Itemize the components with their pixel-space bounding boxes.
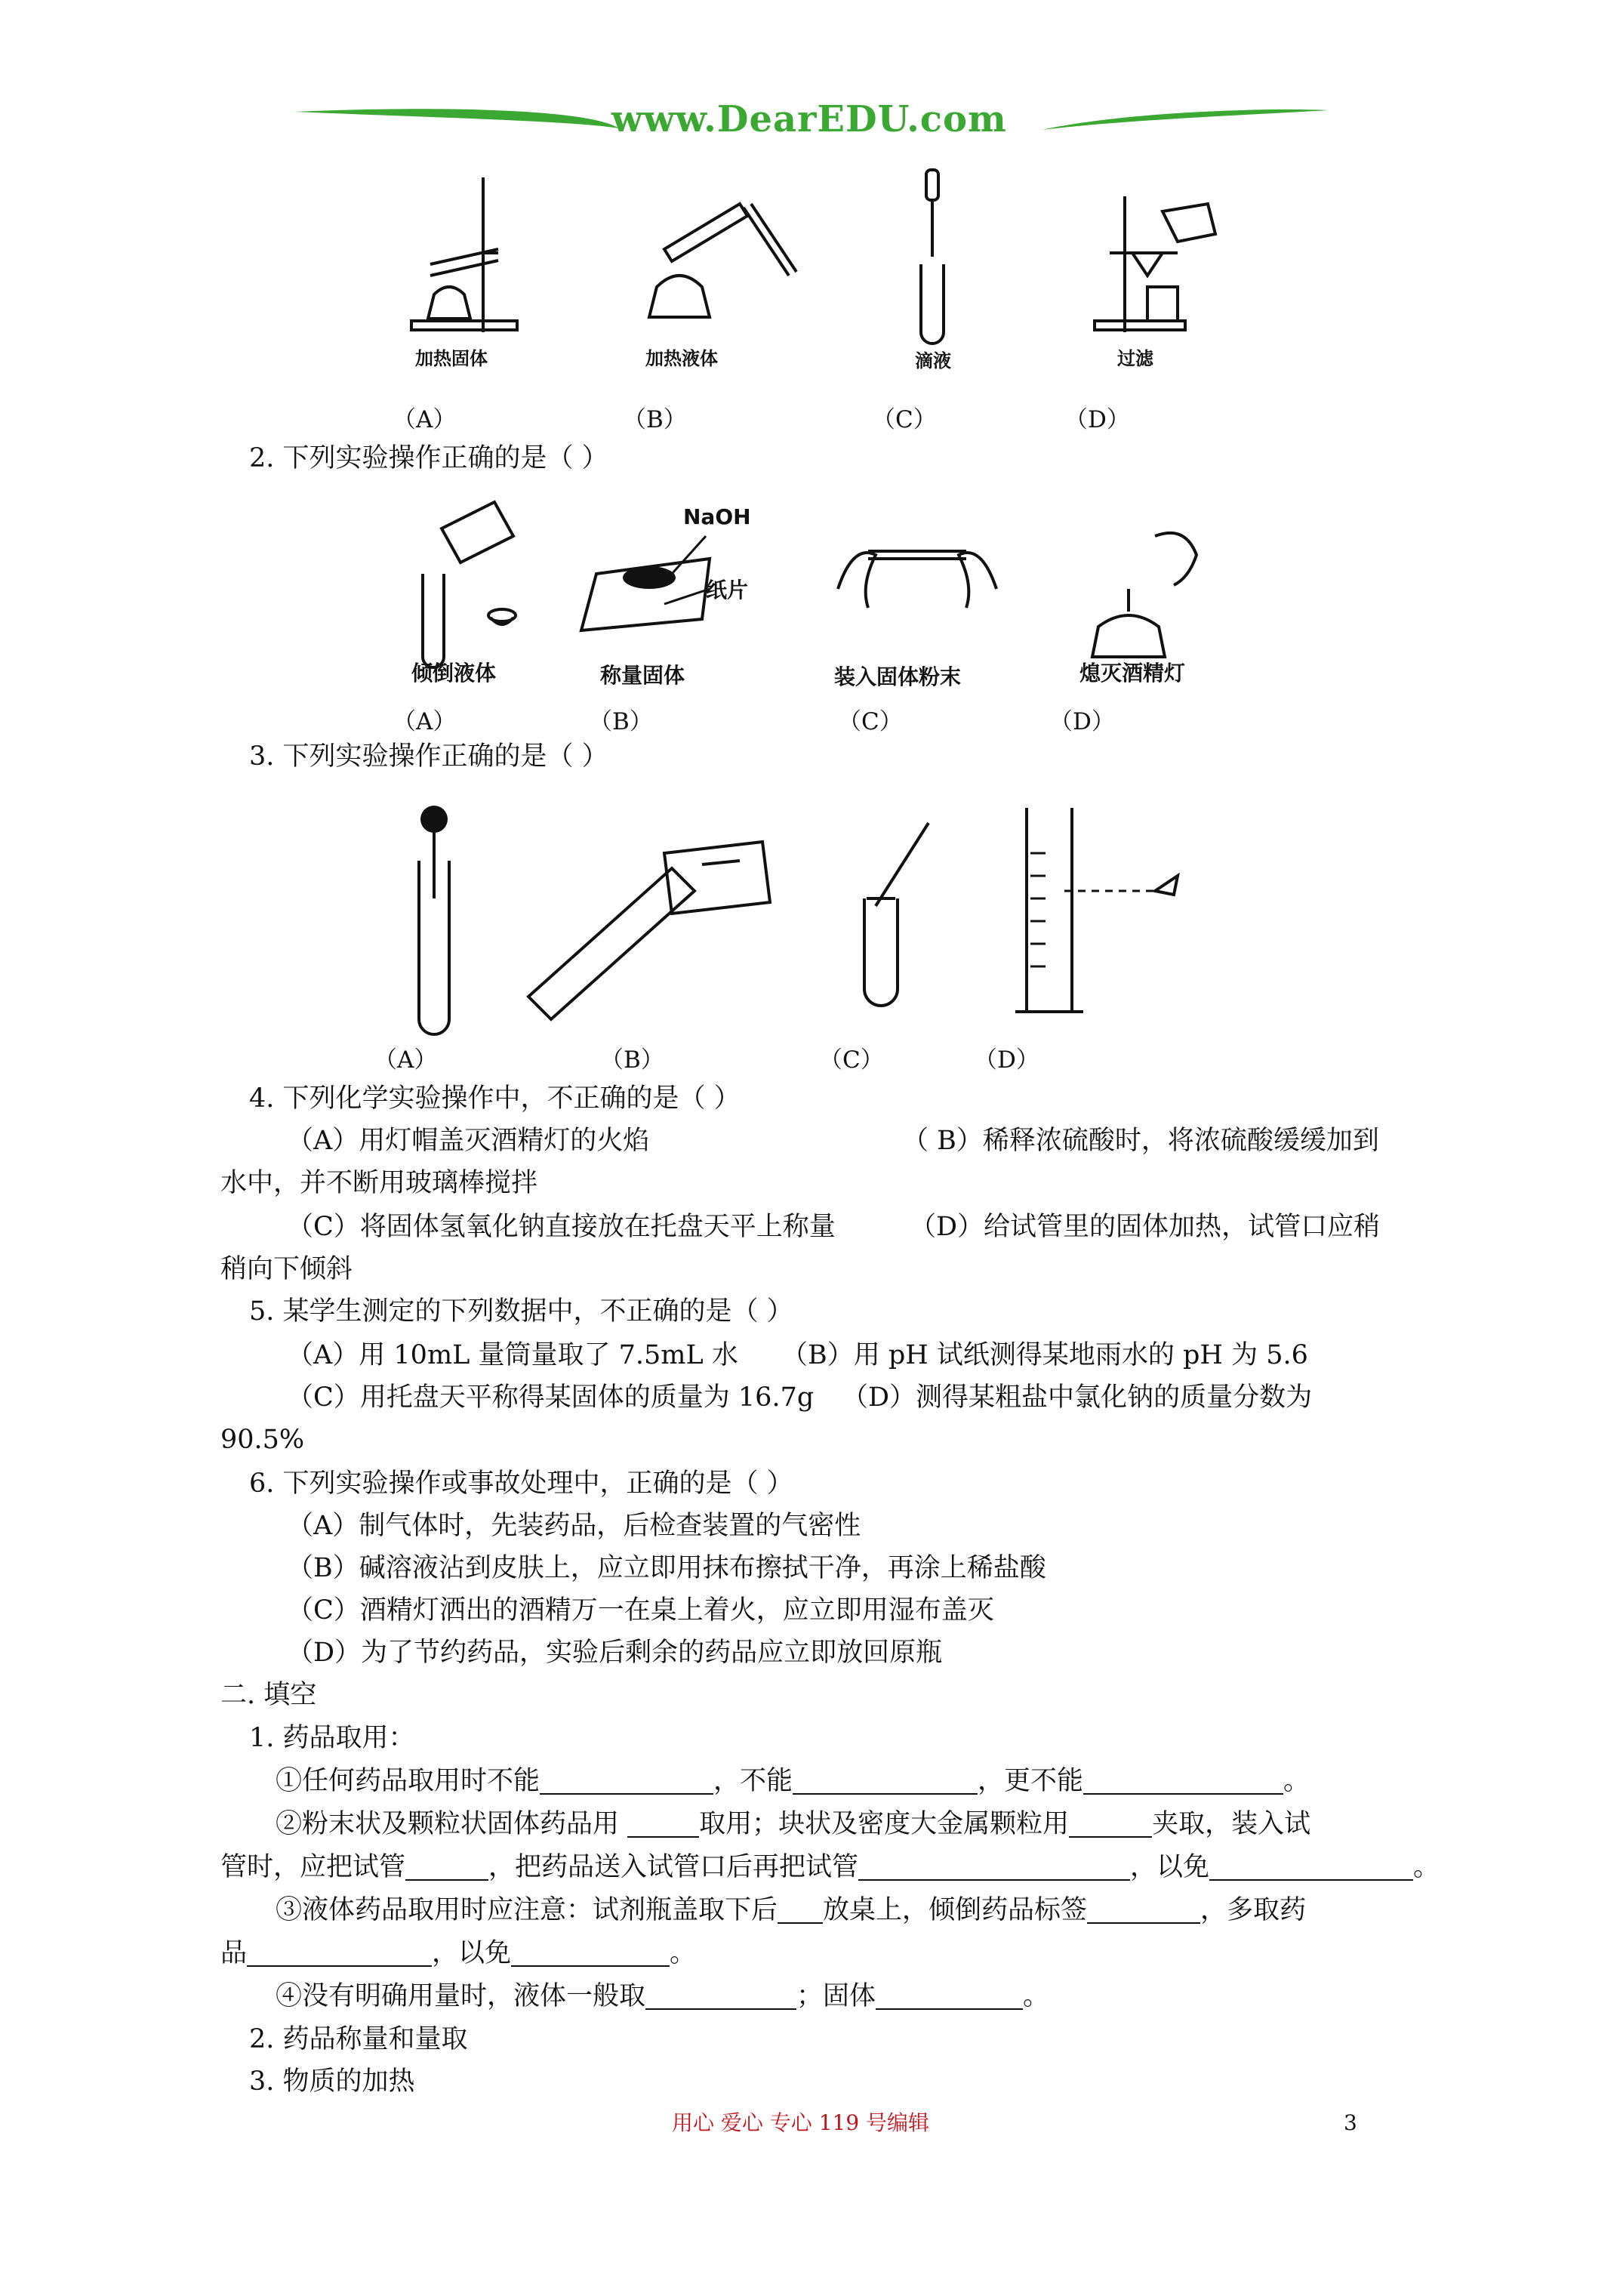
blank-3-3[interactable] <box>1209 1857 1413 1881</box>
fig3-label-d: （D） <box>974 1046 1039 1074</box>
blank-3-1[interactable] <box>405 1857 488 1881</box>
section-2-item-3: 3. 物质的加热 <box>249 2066 415 2097</box>
question-3: 3. 下列实验操作正确的是（ ） <box>249 741 608 772</box>
question-4-option-d: （D）给试管里的固体加热，试管口应稍 <box>910 1212 1381 1242</box>
question-6-option-b: （B）碱溶液沾到皮肤上，应立即用抹布擦拭干净，再涂上稀盐酸 <box>287 1553 1046 1583</box>
blank-5-2[interactable] <box>511 1943 670 1967</box>
fig3-b-pouring <box>528 842 770 1019</box>
blank-5-1[interactable] <box>247 1943 432 1967</box>
fill-line-1 <box>276 1768 1310 1795</box>
blank-2-2[interactable] <box>1069 1814 1152 1838</box>
blank-6-2[interactable] <box>876 1986 1023 2010</box>
fig2-caption-c: 装入固体粉末 <box>834 664 962 689</box>
fill-line-5-text-a: 品 <box>220 1938 248 1968</box>
question-5-option-a: （A）用 10mL 量筒量取了 7.5mL 水 <box>287 1340 738 1370</box>
blank-4-1[interactable] <box>778 1900 823 1924</box>
blank-6-1[interactable] <box>645 1986 796 2010</box>
fig2-c-powder <box>838 551 996 608</box>
fig2-caption-d: 熄灭酒精灯 <box>1079 661 1186 686</box>
fill-line-2-text-c: 夹取，装入试 <box>1152 1809 1311 1839</box>
question-4-option-d-cont: 稍向下倾斜 <box>220 1254 353 1284</box>
fig1-label-a: （A） <box>393 406 457 433</box>
question-6-option-d: （D）为了节约药品，实验后剩余的药品应立即放回原瓶 <box>287 1638 943 1668</box>
page-number: 3 <box>1344 2110 1357 2135</box>
figure-2-drawings <box>0 483 1623 710</box>
fill-line-4 <box>276 1897 1306 1924</box>
blank-4-2[interactable] <box>1087 1900 1200 1924</box>
fill-line-1-text-c: ，更不能 <box>978 1766 1084 1796</box>
fig1-c-apparatus <box>921 170 944 344</box>
question-6-option-c: （C）酒精灯洒出的酒精万一在桌上着火，应立即用湿布盖灭 <box>287 1595 994 1626</box>
figure-3-drawings <box>0 793 1623 1019</box>
fig2-label-d: （D） <box>1049 708 1115 735</box>
fig1-b-apparatus <box>649 204 796 317</box>
fig1-a-apparatus <box>411 177 517 332</box>
question-2: 2. 下列实验操作正确的是（ ） <box>249 443 608 473</box>
fig3-label-b: （B） <box>600 1046 664 1074</box>
question-4-option-b: （ B）稀释浓硫酸时，将浓硫酸缓缓加到 <box>902 1126 1379 1156</box>
footer-text: 用心 爱心 专心 119 号编辑 <box>672 2110 930 2135</box>
question-5-option-d-cont: 90.5% <box>220 1425 305 1455</box>
question-5-option-b: （B）用 pH 试纸测得某地雨水的 pH 为 5.6 <box>781 1340 1308 1370</box>
question-5-stem: 5. 某学生测定的下列数据中，不正确的是（ ） <box>249 1296 793 1327</box>
fill-line-3-text-c: ，以免 <box>1130 1852 1210 1882</box>
fig2-d-lamp <box>1092 533 1196 657</box>
fill-line-2-text-b: 取用；块状及密度大金属颗粒用 <box>699 1809 1070 1839</box>
question-4-option-c: （C）将固体氢氧化钠直接放在托盘天平上称量 <box>287 1212 836 1242</box>
question-4-option-a: （A）用灯帽盖灭酒精灯的火焰 <box>287 1126 650 1156</box>
fill-line-6-text-a: ④没有明确用量时，液体一般取 <box>276 1981 646 2011</box>
fig2-naoh-label: NaOH <box>683 504 751 529</box>
header-site-name[interactable]: www.DearEDU.com <box>611 98 1007 140</box>
question-4-stem: 4. 下列化学实验操作中，不正确的是（ ） <box>249 1083 741 1114</box>
fill-line-2-text-a: ②粉末状及颗粒状固体药品用 <box>276 1809 628 1839</box>
section-2-title: 二. 填空 <box>220 1680 317 1710</box>
fig3-d-cylinder <box>1015 808 1178 1012</box>
fig2-label-b: （B） <box>589 708 653 735</box>
fig1-label-c: （C） <box>872 406 937 433</box>
figure-1-drawings <box>0 0 1623 393</box>
question-5-option-d: （D）测得某粗盐中氯化钠的质量分数为 <box>842 1382 1313 1413</box>
fig3-c-testtube <box>864 823 929 1006</box>
blank-1-2[interactable] <box>793 1771 978 1795</box>
blank-3-2[interactable] <box>858 1857 1130 1881</box>
fig1-caption-c: 滴液 <box>915 350 951 371</box>
fig1-caption-b: 加热液体 <box>645 348 718 369</box>
fig1-label-d: （D） <box>1064 406 1130 433</box>
question-6-option-a: （A）制气体时，先装药品，后检查装置的气密性 <box>287 1511 861 1541</box>
fig2-a-pouring <box>423 502 516 667</box>
fill-line-6-text-c: 。 <box>1023 1981 1050 2011</box>
fill-line-1-text-b: ，不能 <box>713 1766 793 1796</box>
fill-line-5-text-b: ，以免 <box>432 1938 512 1968</box>
question-5-option-c: （C）用托盘天平称得某固体的质量为 16.7g <box>287 1382 815 1413</box>
fig1-d-apparatus <box>1095 196 1215 332</box>
fill-line-4-text-c: ，多取药 <box>1200 1895 1307 1925</box>
fill-line-3-text-b: ，把药品送入试管口后再把试管 <box>488 1852 859 1882</box>
fill-line-5 <box>220 1940 696 1967</box>
fill-line-1-text-d: 。 <box>1283 1766 1310 1796</box>
fill-line-4-text-b: 放桌上，倾倒药品标签 <box>823 1895 1088 1925</box>
fig1-caption-d: 过滤 <box>1117 348 1153 369</box>
fig3-label-a: （A） <box>374 1046 438 1074</box>
fill-line-4-text-a: ③液体药品取用时应注意：试剂瓶盖取下后 <box>276 1895 778 1925</box>
fig1-caption-a: 加热固体 <box>415 348 488 369</box>
section-2-item-1: 1. 药品取用： <box>249 1723 415 1753</box>
fig2-b-weighing <box>581 536 710 630</box>
fill-line-2 <box>276 1811 1310 1838</box>
fig2-caption-b: 称量固体 <box>600 663 685 688</box>
fig3-a-dropper <box>419 806 449 1034</box>
fig2-label-a: （A） <box>393 708 457 735</box>
fill-line-3 <box>220 1854 1440 1881</box>
fig3-label-c: （C） <box>819 1046 884 1074</box>
question-4-option-b-cont: 水中，并不断用玻璃棒搅拌 <box>220 1168 538 1198</box>
fill-line-3-text-d: 。 <box>1413 1852 1440 1882</box>
question-6-stem: 6. 下列实验操作或事故处理中，正确的是（ ） <box>249 1469 793 1499</box>
blank-1-3[interactable] <box>1083 1771 1283 1795</box>
fill-line-1-text-a: ①任何药品取用时不能 <box>276 1766 540 1796</box>
fig1-label-b: （B） <box>623 406 687 433</box>
fill-line-6-text-b: ；固体 <box>796 1981 876 2011</box>
section-2-item-2: 2. 药品称量和量取 <box>249 2024 468 2054</box>
fill-line-5-text-c: 。 <box>670 1938 697 1968</box>
blank-2-1[interactable] <box>627 1814 699 1838</box>
fig2-paper-label: 纸片 <box>706 578 749 603</box>
fig2-caption-a: 倾倒液体 <box>411 661 497 686</box>
blank-1-1[interactable] <box>540 1771 713 1795</box>
fig2-label-c: （C） <box>838 708 903 735</box>
fill-line-6 <box>276 1983 1049 2010</box>
fill-line-3-text-a: 管时，应把试管 <box>220 1852 406 1882</box>
